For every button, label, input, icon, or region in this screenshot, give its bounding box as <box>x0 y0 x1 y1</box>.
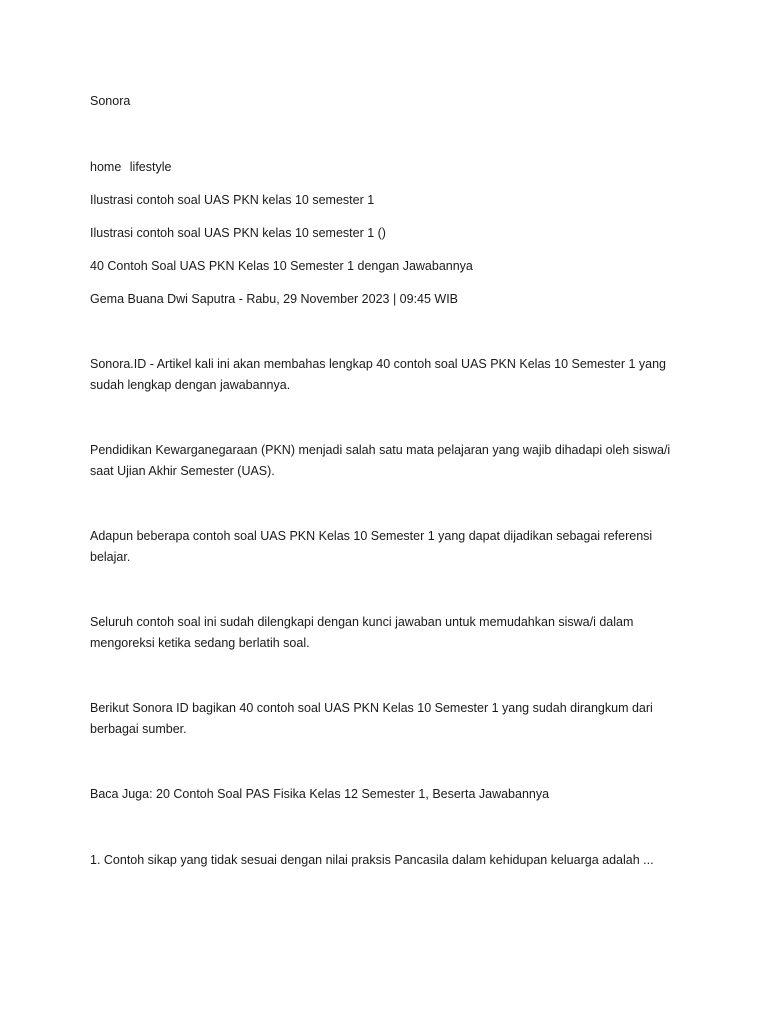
site-name: Sonora <box>90 94 131 108</box>
image-caption: Ilustrasi contoh soal UAS PKN kelas 10 semester 1 <box>90 193 375 207</box>
breadcrumb <box>90 157 682 178</box>
paragraph-pkn: Pendidikan Kewarganegaraan (PKN) menjadi salah satu mata pelajaran yang wajib dihadapi oleh siswa/i saat Ujian Akhir Semester (UAS). <box>90 443 671 478</box>
article-byline: Gema Buana Dwi Saputra - Rabu, 29 November 2023 | 09:45 WIB <box>90 292 459 306</box>
paragraph-reference: Adapun beberapa contoh soal UAS PKN Kelas 10 Semester 1 yang dapat dijadikan sebagai referensi belajar. <box>90 529 653 564</box>
paragraph-answer-key: Seluruh contoh soal ini sudah dilengkapi dengan kunci jawaban untuk memudahkan siswa/i dalam mengoreksi ketika sedang berlatih soal. <box>90 615 634 650</box>
breadcrumb-home-link[interactable]: home <box>90 160 122 174</box>
paragraph-sources: Berikut Sonora ID bagikan 40 contoh soal UAS PKN Kelas 10 Semester 1 yang sudah dirangkum dari berbagai sumber. <box>90 701 653 736</box>
question-1: 1. Contoh sikap yang tidak sesuai dengan nilai praksis Pancasila dalam kehidupan keluarga adalah ... <box>90 853 654 867</box>
breadcrumb-section-link[interactable]: lifestyle <box>129 160 172 174</box>
article-title: 40 Contoh Soal UAS PKN Kelas 10 Semester 1 dengan Jawabannya <box>90 259 473 273</box>
image-credit: Ilustrasi contoh soal UAS PKN kelas 10 semester 1 () <box>90 226 386 240</box>
paragraph-intro: Sonora.ID - Artikel kali ini akan membahas lengkap 40 contoh soal UAS PKN Kelas 10 Semester 1 yang sudah lengkap dengan jawabannya. <box>90 357 667 392</box>
read-also-link[interactable]: Baca Juga: 20 Contoh Soal PAS Fisika Kelas 12 Semester 1, Beserta Jawabannya <box>90 787 550 801</box>
